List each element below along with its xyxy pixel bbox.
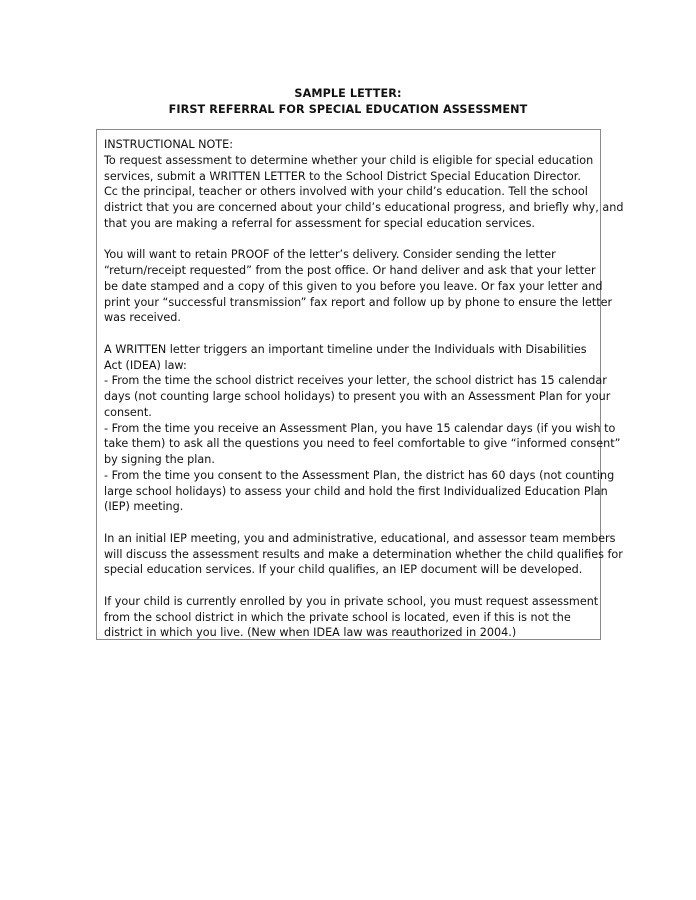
note-line: - From the time you receive an Assessment Plan, you have 15 calendar days (if you wish to: [104, 421, 616, 435]
note-line: services, submit a WRITTEN LETTER to the School District Special Education Director.: [104, 169, 581, 183]
note-line: Cc the principal, teacher or others involved with your child’s education. Tell the school: [104, 185, 588, 199]
note-line: If your child is currently enrolled by you in private school, you must request assessment: [104, 594, 599, 608]
note-paragraphs: [104, 153, 624, 641]
note-line: consent.: [104, 405, 152, 419]
note-line: district that you are concerned about your child’s educational progress, and briefly why, and: [104, 201, 624, 214]
note-line: be date stamped and a copy of this given to you before you leave. Or fax your letter and: [104, 279, 603, 293]
note-heading: INSTRUCTIONAL NOTE:: [104, 138, 233, 151]
note-line: - From the time the school district receives your letter, the school district has 15 calendar: [104, 374, 607, 388]
note-line: “return/receipt requested” from the post office. Or hand deliver and ask that your letter: [104, 264, 596, 277]
note-paragraph: [104, 247, 613, 326]
note-line: days (not counting large school holidays) to present you with an Assessment Plan for your: [104, 390, 611, 403]
note-line: was received.: [104, 311, 181, 325]
note-line: by signing the plan.: [104, 453, 215, 466]
title-line-1: SAMPLE LETTER:: [294, 87, 402, 100]
note-line: from the school district in which the private school is located, even if this is not the: [104, 610, 571, 624]
note-line: will discuss the assessment results and make a determination whether the child qualifies for: [104, 547, 623, 561]
note-line: To request assessment to determine whether your child is eligible for special education: [104, 153, 594, 167]
note-line: - From the time you consent to the Assessment Plan, the district has 60 days (not counting: [104, 468, 615, 482]
note-line: A WRITTEN letter triggers an important timeline under the Individuals with Disabilities: [104, 342, 587, 356]
note-line: district in which you live. (New when IDEA law was reauthorized in 2004.): [104, 626, 517, 640]
document-title: [0, 86, 696, 117]
note-paragraph: [104, 531, 623, 578]
note-line: that you are making a referral for assessment for special education services.: [104, 216, 535, 230]
note-line: large school holidays) to assess your child and hold the first Individualized Education Plan: [104, 484, 608, 498]
note-paragraph: [104, 342, 621, 515]
note-line: take them) to ask all the questions you need to feel comfortable to give “informed consent”: [104, 437, 621, 451]
note-paragraph: [104, 153, 624, 232]
title-line-2: FIRST REFERRAL FOR SPECIAL EDUCATION ASSESSMENT: [168, 102, 528, 116]
note-line: print your “successful transmission” fax report and follow up by phone to ensure the letter: [104, 295, 613, 309]
note-line: Act (IDEA) law:: [104, 358, 187, 372]
instructional-note-box: [96, 129, 624, 640]
note-line: (IEP) meeting.: [104, 500, 184, 514]
note-line: In an initial IEP meeting, you and administrative, educational, and assessor team members: [104, 531, 616, 545]
note-line: You will want to retain PROOF of the letter’s delivery. Consider sending the letter: [104, 248, 556, 262]
note-line: special education services. If your child qualifies, an IEP document will be developed.: [104, 563, 583, 577]
note-paragraph: [104, 594, 599, 641]
